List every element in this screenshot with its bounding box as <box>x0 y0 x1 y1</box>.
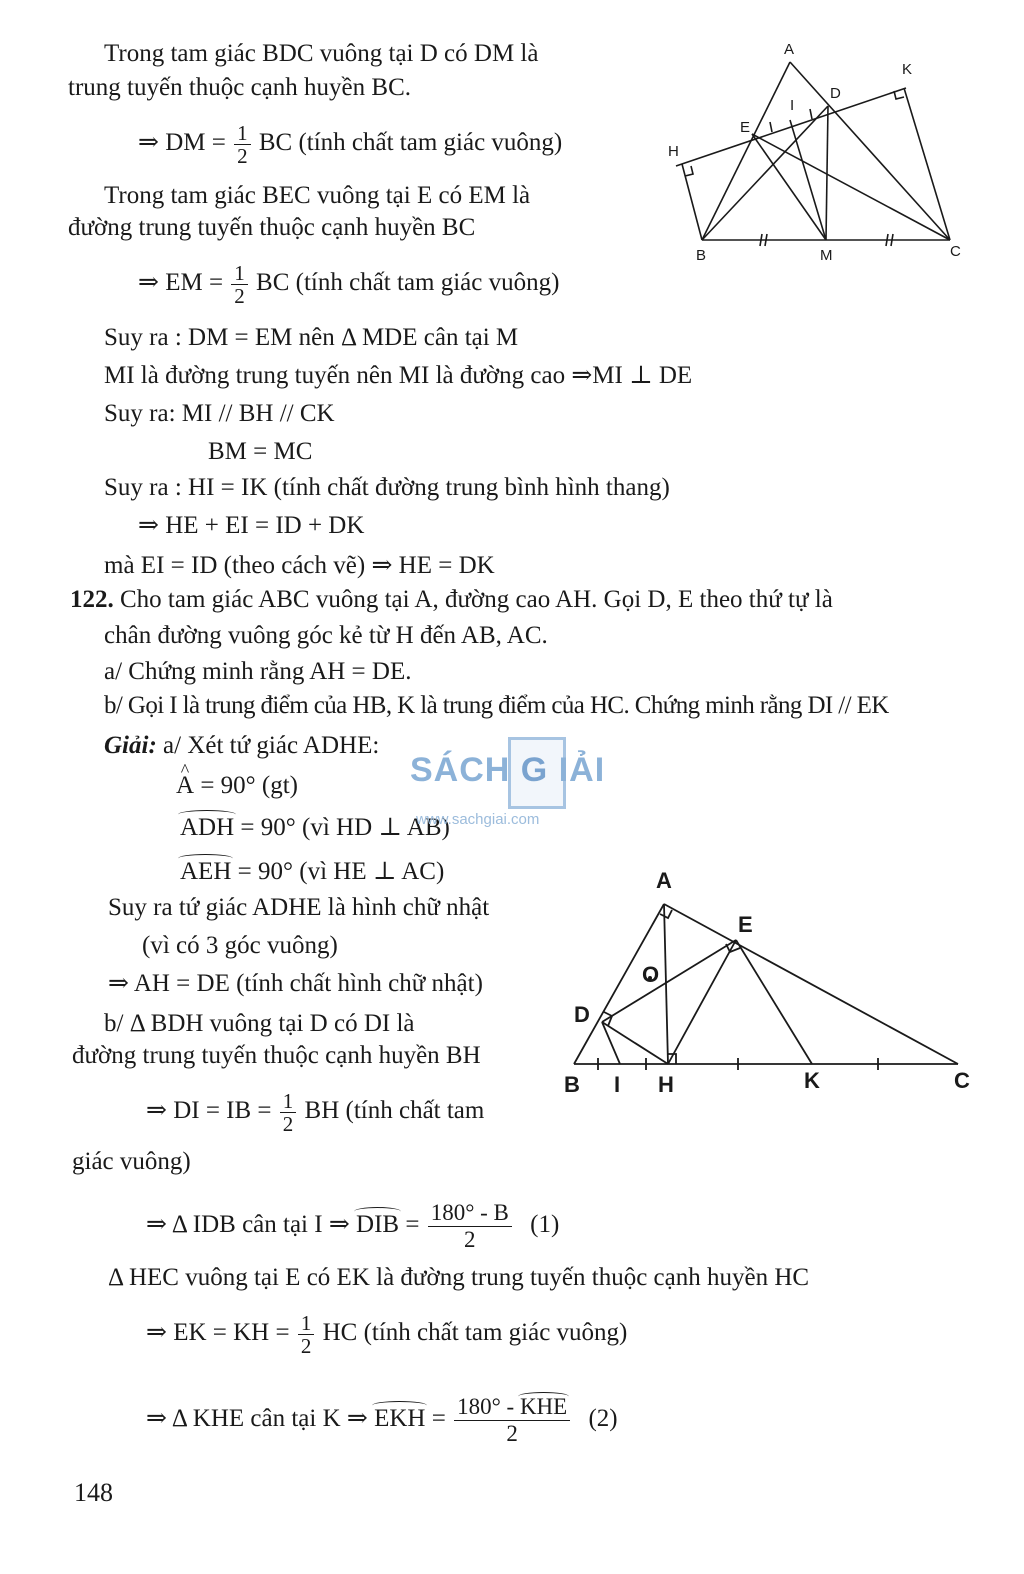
right-angle-a <box>660 910 672 918</box>
point-label-c: C <box>954 1068 970 1093</box>
fraction-half: $\frac{1}{2}$ <box>280 1090 297 1135</box>
angle-aeh-symbol: AEH <box>180 856 231 888</box>
text-line: trung tuyến thuộc cạnh huyền BC. <box>68 74 411 101</box>
formula-prefix: ⇒ EM = <box>138 269 224 297</box>
right-angle-h <box>685 166 693 176</box>
watermark <box>408 733 628 833</box>
segment-he <box>668 940 736 1064</box>
tick-bm <box>760 234 762 246</box>
fraction-half: $\frac{1}{2}$ <box>298 1312 315 1357</box>
formula-prefix: ⇒ Δ KHE cân tại K ⇒ <box>146 1405 368 1433</box>
formula-em <box>138 262 559 307</box>
text-line: đường trung tuyến thuộc cạnh huyền BC <box>68 214 476 241</box>
text-line: Suy ra tứ giác ADHE là hình chữ nhật <box>108 894 490 921</box>
formula-suffix: BC (tính chất tam giác vuông) <box>258 129 563 157</box>
text-line: Suy ra : HI = IK (tính chất đường trung bình hình thang) <box>104 474 670 501</box>
angle-adh-value: = 90° (vì HD ⊥ AB) <box>240 814 450 841</box>
formula-ek <box>146 1312 627 1357</box>
tick-bm2 <box>765 234 767 246</box>
point-label-a: A <box>656 868 672 893</box>
point-label-e: E <box>740 119 751 136</box>
point-label-c: C <box>950 243 961 260</box>
solution-heading <box>104 730 379 762</box>
equals: = <box>431 1405 446 1433</box>
fraction-ekh: $\frac{\text{180° - KHE}}{2}$ <box>454 1394 570 1447</box>
page-number: 148 <box>74 1478 113 1507</box>
problem-text: Cho tam giác ABC vuông tại A, đường cao AH. Gọi D, E theo thứ tự là <box>120 586 833 613</box>
text-line: đường trung tuyến thuộc cạnh huyền BH <box>72 1042 481 1069</box>
formula-di <box>146 1090 484 1135</box>
fraction-half: $\frac{1}{2}$ <box>231 262 248 307</box>
formula-suffix: BC (tính chất tam giác vuông) <box>256 269 560 297</box>
text-line: Trong tam giác BEC vuông tại E có EM là <box>104 182 531 209</box>
angle-ekh-symbol: EKH <box>374 1403 425 1435</box>
question-b: b/ Gọi I là trung điểm của HB, K là trung điểm của HC. Chứng minh rằng DI // EK <box>104 692 889 719</box>
solution-intro: a/ Xét tứ giác ADHE: <box>163 732 380 759</box>
segment-ck <box>904 88 950 240</box>
segment-me <box>752 134 826 240</box>
formula-prefix: ⇒ EK = KH = <box>146 1319 290 1347</box>
angle-aeh-line <box>180 856 444 888</box>
text-line: ⇒ AH = DE (tính chất hình chữ nhật) <box>108 970 483 997</box>
segment-ac <box>790 62 950 240</box>
figure-2 <box>560 866 984 1102</box>
formula-prefix: ⇒ DM = <box>138 129 226 157</box>
text-line: b/ Δ BDH vuông tại D có DI là <box>104 1010 415 1037</box>
angle-a-symbol: ^ A <box>176 770 194 802</box>
segment-ek <box>736 940 812 1064</box>
segment-de <box>602 940 736 1022</box>
text-line: Suy ra : DM = EM nên Δ MDE cân tại M <box>104 324 519 351</box>
segment-ce <box>752 134 950 240</box>
text-line: Suy ra: MI // BH // CK <box>104 400 335 427</box>
fraction-half: $\frac{1}{2}$ <box>234 122 251 167</box>
text-line: (vì có 3 góc vuông) <box>142 932 338 959</box>
figure-1 <box>660 34 980 270</box>
angle-a-value: = 90° (gt) <box>200 772 299 799</box>
formula-suffix: HC (tính chất tam giác vuông) <box>322 1319 628 1347</box>
point-label-m: M <box>820 247 833 264</box>
tick-mc <box>886 234 888 246</box>
text-line: chân đường vuông góc kẻ từ H đến AB, AC. <box>104 622 548 649</box>
text-line: mà EI = ID (theo cách vẽ) ⇒ HE = DK <box>104 552 495 579</box>
point-label-e: E <box>738 912 753 937</box>
text-line: giác vuông) <box>72 1148 191 1175</box>
watermark-brand: SÁCH G IẢI <box>410 751 606 789</box>
formula-ekh <box>146 1394 618 1447</box>
point-label-a: A <box>784 41 795 58</box>
formula-prefix: ⇒ Δ IDB cân tại I ⇒ <box>146 1211 350 1239</box>
point-label-b: B <box>696 247 707 264</box>
point-label-d: D <box>574 1002 590 1027</box>
text-line: ⇒ HE + EI = ID + DK <box>138 512 365 539</box>
point-label-h: H <box>658 1072 674 1097</box>
formula-dib <box>146 1200 559 1253</box>
tick-id <box>810 109 812 119</box>
point-label-d: D <box>830 85 841 102</box>
angle-aeh-value: = 90° (vì HE ⊥ AC) <box>237 858 445 885</box>
tick-mc2 <box>891 234 893 246</box>
segment-md <box>826 106 828 240</box>
segment-ac <box>664 904 958 1064</box>
angle-adh-symbol: ADH <box>180 812 234 844</box>
text-line: MI là đường trung tuyến nên MI là đường cao ⇒MI ⊥ DE <box>104 362 693 389</box>
fraction-dib: $\frac{180^\circ - B}{2}$ <box>428 1200 512 1253</box>
equation-tag: (2) <box>588 1405 618 1433</box>
point-label-i: I <box>790 97 795 114</box>
segment-mi <box>790 120 826 240</box>
solution-label: Giải: <box>104 732 157 759</box>
text-line: Trong tam giác BDC vuông tại D có DM là <box>104 40 539 67</box>
angle-dib-symbol: DIB <box>356 1209 399 1241</box>
point-label-b: B <box>564 1072 580 1097</box>
point-label-k: K <box>902 61 913 78</box>
segment-ab <box>702 62 790 240</box>
angle-a-line <box>176 770 298 802</box>
equation-tag: (1) <box>530 1211 560 1239</box>
watermark-url: www.sachgiai.com <box>416 811 540 828</box>
tick-ei <box>770 122 772 132</box>
problem-122 <box>70 584 833 616</box>
point-label-i: I <box>614 1072 621 1097</box>
point-label-h: H <box>668 143 679 160</box>
equals: = <box>405 1211 420 1239</box>
formula-suffix: BH (tính chất tam <box>304 1097 485 1125</box>
point-label-o: O <box>642 962 660 987</box>
text-line: Δ HEC vuông tại E có EK là đường trung tuyến thuộc cạnh huyền HC <box>108 1264 810 1291</box>
question-a: a/ Chứng minh rằng AH = DE. <box>104 658 412 685</box>
problem-number: 122. <box>70 586 114 613</box>
point-label-k: K <box>804 1068 820 1093</box>
formula-prefix: ⇒ DI = IB = <box>146 1097 272 1125</box>
segment-bd <box>702 106 828 240</box>
text-line: BM = MC <box>208 438 313 465</box>
formula-dm <box>138 122 562 167</box>
